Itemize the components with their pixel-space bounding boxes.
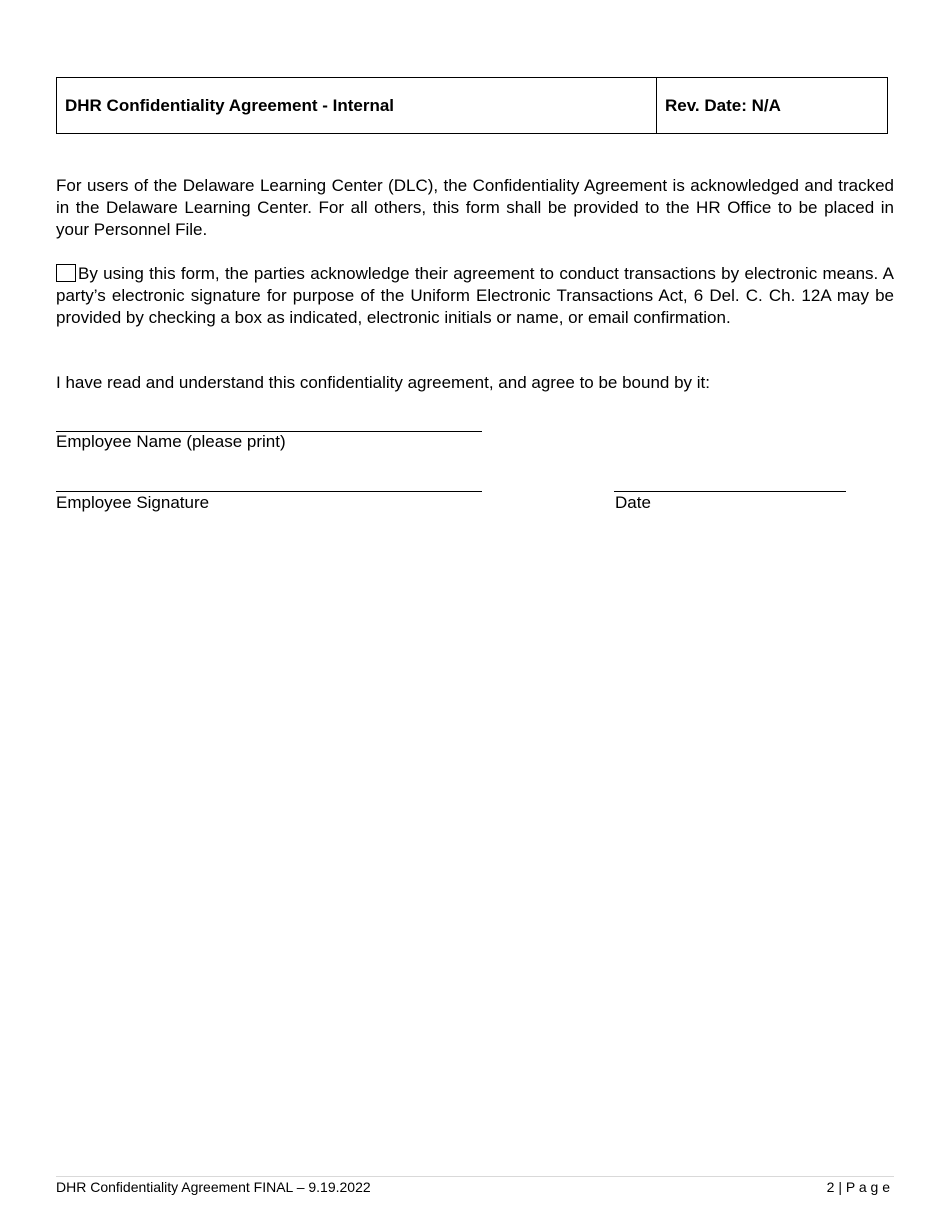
footer-divider [56, 1176, 894, 1177]
footer-document-name: DHR Confidentiality Agreement FINAL – 9.19.2022 [56, 1179, 371, 1195]
header-table [56, 77, 888, 134]
revision-date: Rev. Date: N/A [665, 95, 781, 115]
footer-page-number: 2 | P a g e [826, 1179, 890, 1195]
agreement-statement: I have read and understand this confidentiality agreement, and agree to be bound by it: [56, 373, 711, 392]
electronic-consent-text: By using this form, the parties acknowledge their agreement to conduct transactions by electronic means. A party’s electronic signature for purpose of the Uniform Electronic Transactions Act, 6 Del. C. Ch. 12A may be provided by checking a box as indicated, electronic initials or name, or email confirmation. [56, 264, 894, 327]
intro-paragraph: For users of the Delaware Learning Center (DLC), the Confidentiality Agreement is acknowledged and tracked in the Delaware Learning Center. For all others, this form shall be provided to the HR Office to be placed in your Personnel File. [56, 176, 894, 239]
consent-checkbox[interactable] [56, 264, 76, 282]
date-label: Date [615, 493, 651, 512]
electronic-consent-paragraph [56, 263, 894, 329]
employee-name-label: Employee Name (please print) [56, 432, 286, 451]
employee-signature-label: Employee Signature [56, 493, 210, 512]
document-title: DHR Confidentiality Agreement - Internal [57, 78, 657, 133]
